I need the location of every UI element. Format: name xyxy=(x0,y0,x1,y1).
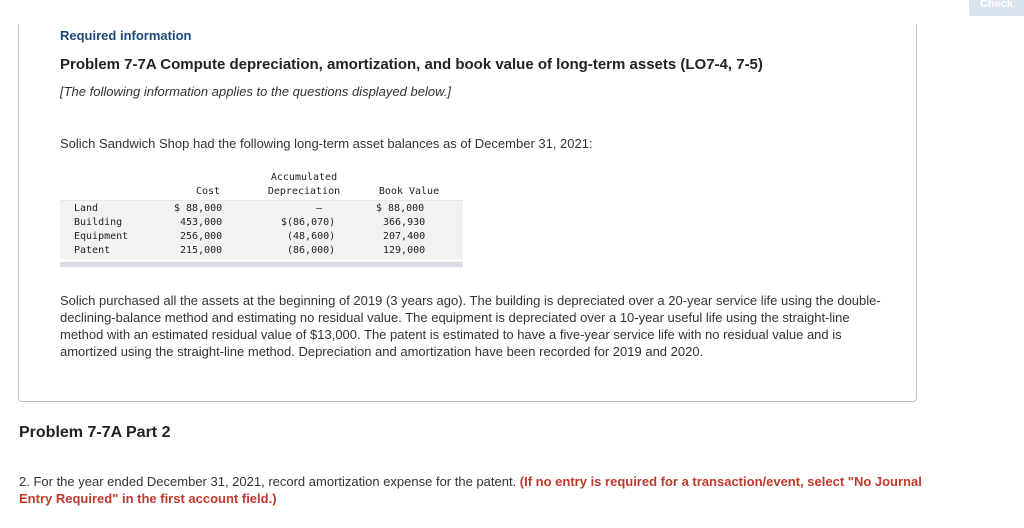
part-title: Problem 7-7A Part 2 xyxy=(19,424,171,441)
problem-subtitle: [The following information applies to the questions displayed below.] xyxy=(60,84,451,99)
header-depreciation: Depreciation xyxy=(267,186,341,197)
header-book-value: Book Value xyxy=(378,186,440,197)
row-cost: 215,000 xyxy=(180,245,223,256)
header-accumulated: Accumulated xyxy=(270,172,338,183)
row-book-value: $ 88,000 xyxy=(376,203,425,214)
table-row xyxy=(60,216,463,230)
table-body xyxy=(60,200,463,259)
table-row xyxy=(60,244,463,258)
header-cost: Cost xyxy=(195,186,221,197)
table-row xyxy=(60,230,463,244)
row-accumulated: $(86,070) xyxy=(281,217,336,228)
row-asset-name: Equipment xyxy=(74,231,129,242)
row-book-value: 207,400 xyxy=(383,231,426,242)
question-instruction: (If no entry is required for a transaction/event, select "No Journal Entry Required" in the first account field.) xyxy=(19,474,922,506)
check-button[interactable]: Check xyxy=(969,0,1024,16)
table-footer-bar xyxy=(60,262,463,267)
row-asset-name: Patent xyxy=(74,245,111,256)
intro-text: Solich Sandwich Shop had the following long-term asset balances as of December 31, 2021: xyxy=(60,136,593,151)
required-information-label: Required information xyxy=(60,28,192,43)
row-asset-name: Building xyxy=(74,217,123,228)
table-row xyxy=(60,202,463,216)
row-cost: 453,000 xyxy=(180,217,223,228)
table-header xyxy=(60,171,463,199)
row-cost: 256,000 xyxy=(180,231,223,242)
row-accumulated: (48,600) xyxy=(287,231,336,242)
row-cost: $ 88,000 xyxy=(174,203,223,214)
row-book-value: 366,930 xyxy=(383,217,426,228)
row-asset-name: Land xyxy=(74,203,99,214)
question-text xyxy=(19,473,939,507)
row-accumulated: – xyxy=(316,203,323,214)
row-accumulated: (86,000) xyxy=(287,245,336,256)
question-body: 2. For the year ended December 31, 2021, record amortization expense for the patent. xyxy=(19,474,520,489)
row-book-value: 129,000 xyxy=(383,245,426,256)
asset-balance-table xyxy=(60,171,463,259)
problem-title: Problem 7-7A Compute depreciation, amortization, and book value of long-term assets (LO7-4, 7-5) xyxy=(60,56,763,73)
problem-description: Solich purchased all the assets at the beginning of 2019 (3 years ago). The building is depreciated over a 20-year service life using the double-declining-balance method and estimating no residual value. The equipment is depreciated over a 10-year useful life using the straight-line method with an estimated residual value of $13,000. The patent is estimated to have a five-year service life with no residual value and is amortized using the straight-line method. Depreciation and amortization have been recorded for 2019 and 2020. xyxy=(60,293,881,359)
